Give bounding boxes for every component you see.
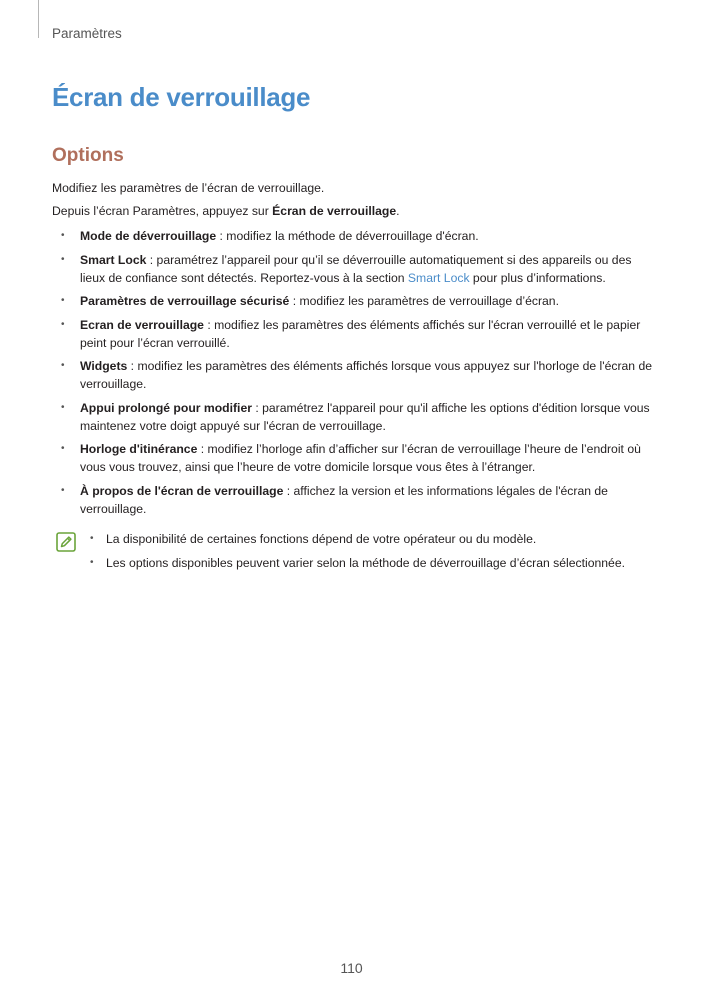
note-item: • Les options disponibles peuvent varier selon la méthode de déverrouillage d’écran sélectionnée. [90, 556, 625, 570]
bullet-icon: • [61, 295, 65, 306]
option-item-roaming-clock: • Horloge d'itinérance : modifiez l’horloge afin d’afficher sur l’écran de verrouillage l’heure de l’endroit où vous vous trouvez, ainsi que l’heure de votre domicile lorsque vous êtes à l’étranger. [61, 442, 641, 474]
bullet-icon: • [61, 484, 65, 496]
bullet-icon: • [61, 230, 65, 241]
option-item-widgets: • Widgets : modifiez les paramètres des éléments affichés lorsque vous appuyez sur l'horloge de l'écran de verrouillage. [61, 359, 653, 391]
note-pencil-icon [56, 532, 76, 552]
option-item-smart-lock: • Smart Lock : paramétrez l’appareil pour qu’il se déverrouille automatiquement si des appareils ou des lieux de confiance sont détectés. Reportez-vous à la section Smart Lock pour plus d’informations. [61, 252, 632, 285]
page-number: 110 [340, 960, 363, 976]
header-divider [38, 0, 39, 38]
bullet-icon: • [61, 443, 65, 454]
bullet-icon: • [61, 401, 65, 413]
option-item-secure-lock: • Paramètres de verrouillage sécurisé : modifiez les paramètres de verrouillage d’écran. [61, 294, 559, 308]
options-heading: Options [52, 145, 124, 166]
bullet-icon: • [90, 533, 94, 544]
smart-lock-link[interactable]: Smart Lock [407, 270, 470, 285]
note-list [88, 530, 668, 578]
page-title: Écran de verrouillage [52, 82, 311, 112]
bullet-icon: • [90, 557, 94, 568]
option-item-unlock-mode: • Mode de déverrouillage : modifiez la méthode de déverrouillage d'écran. [61, 229, 479, 243]
option-item-about: • À propos de l'écran de verrouillage : affichez la version et les informations légales de l'écran de verrouillage. [61, 483, 608, 516]
note-item: • La disponibilité de certaines fonctions dépend de votre opérateur ou du modèle. [90, 532, 537, 546]
section-label: Paramètres [52, 26, 122, 41]
option-item-long-press: • Appui prolongé pour modifier : paramétrez l'appareil pour qu'il affiche les options d'édition lorsque vous maintenez votre doigt appuyé sur l'écran de verrouillage. [61, 400, 650, 433]
intro-text: Modifiez les paramètres de l’écran de verrouillage. [52, 181, 325, 195]
bullet-icon: • [61, 318, 65, 330]
option-item-lock-screen: • Ecran de verrouillage : modifiez les paramètres des éléments affichés sur l'écran verrouillé et le papier peint pour l’écran verrouillé. [61, 317, 641, 350]
bullet-icon: • [61, 253, 65, 265]
instruction-text: Depuis l’écran Paramètres, appuyez sur Écran de verrouillage. [52, 204, 400, 218]
options-list [52, 227, 652, 523]
bullet-icon: • [61, 360, 65, 371]
instruction-target: Écran de verrouillage [272, 204, 397, 218]
